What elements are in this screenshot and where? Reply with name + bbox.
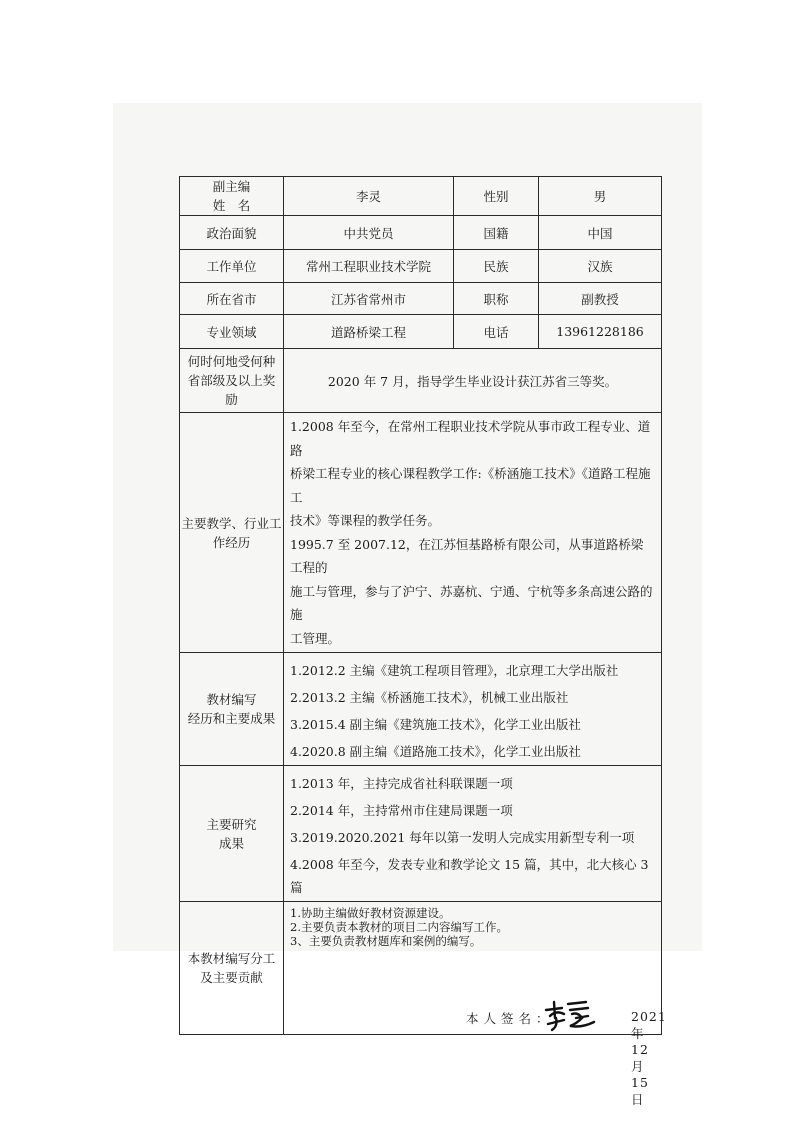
form-row-politics	[180, 216, 662, 250]
form-row-research	[180, 766, 662, 902]
field-label: 专业领域	[180, 315, 284, 349]
textbooks-label-cell	[180, 653, 284, 766]
title-value: 副教授	[539, 283, 662, 315]
form-row-location	[180, 283, 662, 315]
experience-line: 1995.7 至 2007.12，在江苏恒基路桥有限公司，从事道路桥梁工程的	[290, 536, 644, 575]
research-item: 4.2008 年至今，发表专业和教学论文 15 篇，其中，北大核心 3 篇	[290, 857, 649, 895]
form-row-awards	[180, 349, 662, 413]
textbooks-label-line2: 经历和主要成果	[187, 711, 276, 726]
experience-line: 桥梁工程专业的核心课程教学工作:《桥涵施工技术》《道路工程施工	[290, 466, 651, 505]
form-row-name	[180, 177, 662, 216]
form-row-employer	[180, 250, 662, 283]
ethnicity-label: 民族	[454, 250, 539, 283]
research-label-line2: 成果	[218, 835, 244, 851]
form-row-contribution	[180, 902, 662, 1035]
contribution-label-cell	[180, 902, 284, 1035]
form-row-experience	[180, 413, 662, 653]
form-row-field	[180, 315, 662, 349]
research-label-cell	[180, 766, 284, 902]
awards-label-line2: 省部级及以上奖	[187, 373, 276, 388]
politics-value: 中共党员	[284, 216, 454, 250]
gender-value: 男	[539, 177, 662, 216]
experience-text	[284, 413, 662, 653]
contribution-list	[290, 906, 655, 948]
gender-label: 性别	[454, 177, 539, 216]
title-label: 职称	[454, 283, 539, 315]
experience-label-line1: 主要教学、行业工	[181, 515, 282, 531]
name-label-cell	[180, 177, 284, 216]
experience-line: 1.2008 年至今，在常州工程职业技术学院从事市政工程专业、道路	[290, 419, 651, 458]
textbooks-list	[284, 653, 662, 766]
textbook-item: 2.2013.2 主编《桥涵施工技术》，机械工业出版社	[290, 690, 569, 705]
contribution-item: 1.协助主编做好教材资源建设。	[290, 906, 451, 920]
form-row-textbooks	[180, 653, 662, 766]
contribution-item: 3、主要负责教材题库和案例的编写。	[290, 934, 482, 948]
experience-label-cell	[180, 413, 284, 653]
awards-label-line1: 何时何地受何种	[187, 354, 276, 369]
phone-label: 电话	[454, 315, 539, 349]
field-value: 道路桥梁工程	[284, 315, 454, 349]
employer-value: 常州工程职业技术学院	[284, 250, 454, 283]
experience-label-line2: 作经历	[212, 534, 251, 550]
ethnicity-value: 汉族	[539, 250, 662, 283]
signature-row	[290, 1006, 667, 1107]
awards-text: 2020 年 7 月，指导学生毕业设计获江苏省三等奖。	[284, 349, 662, 413]
contribution-label-line2: 及主要贡献	[200, 970, 263, 985]
experience-line: 工管理。	[290, 630, 341, 646]
textbook-item: 1.2012.2 主编《建筑工程项目管理》，北京理工大学出版社	[290, 663, 619, 678]
role-label: 副主编	[212, 179, 251, 194]
name-value: 李灵	[284, 177, 454, 216]
employer-label: 工作单位	[180, 250, 284, 283]
awards-label-cell	[180, 349, 284, 413]
research-item: 3.2019.2020.2021 每年以第一发明人完成实用新型专利一项	[290, 830, 635, 845]
textbook-item: 3.2015.4 副主编《建筑施工技术》，化学工业出版社	[290, 717, 581, 732]
awards-label-line3: 励	[225, 392, 238, 407]
contribution-item: 2.主要负责本教材的项目二内容编写工作。	[290, 920, 508, 934]
politics-label: 政治面貌	[180, 216, 284, 250]
nationality-value: 中国	[539, 216, 662, 250]
signature-label: 本人签名：	[466, 1011, 554, 1026]
research-item: 2.2014 年，主持常州市住建局课题一项	[290, 803, 513, 818]
research-item: 1.2013 年，主持完成省社科联课题一项	[290, 776, 513, 791]
editor-info-form	[179, 176, 667, 1107]
name-label: 姓 名	[212, 198, 251, 213]
contribution-label-line1: 本教材编写分工	[187, 951, 276, 966]
experience-line: 施工与管理，参与了沪宁、苏嘉杭、宁通、宁杭等多条高速公路的施	[290, 583, 653, 622]
phone-value: 13961228186	[539, 315, 662, 349]
location-value: 江苏省常州市	[284, 283, 454, 315]
handwritten-signature	[542, 996, 598, 1032]
location-label: 所在省市	[180, 283, 284, 315]
textbook-item: 4.2020.8 副主编《道路施工技术》，化学工业出版社	[290, 744, 581, 759]
signature-date: 2021 年 12 月 15 日	[631, 1009, 667, 1107]
contribution-cell	[284, 902, 667, 1107]
nationality-label: 国籍	[454, 216, 539, 250]
textbooks-label-line1: 教材编写	[206, 692, 257, 707]
experience-line: 技术》等课程的教学任务。	[290, 513, 441, 528]
research-label-line1: 主要研究	[206, 816, 257, 832]
research-list	[284, 766, 662, 902]
